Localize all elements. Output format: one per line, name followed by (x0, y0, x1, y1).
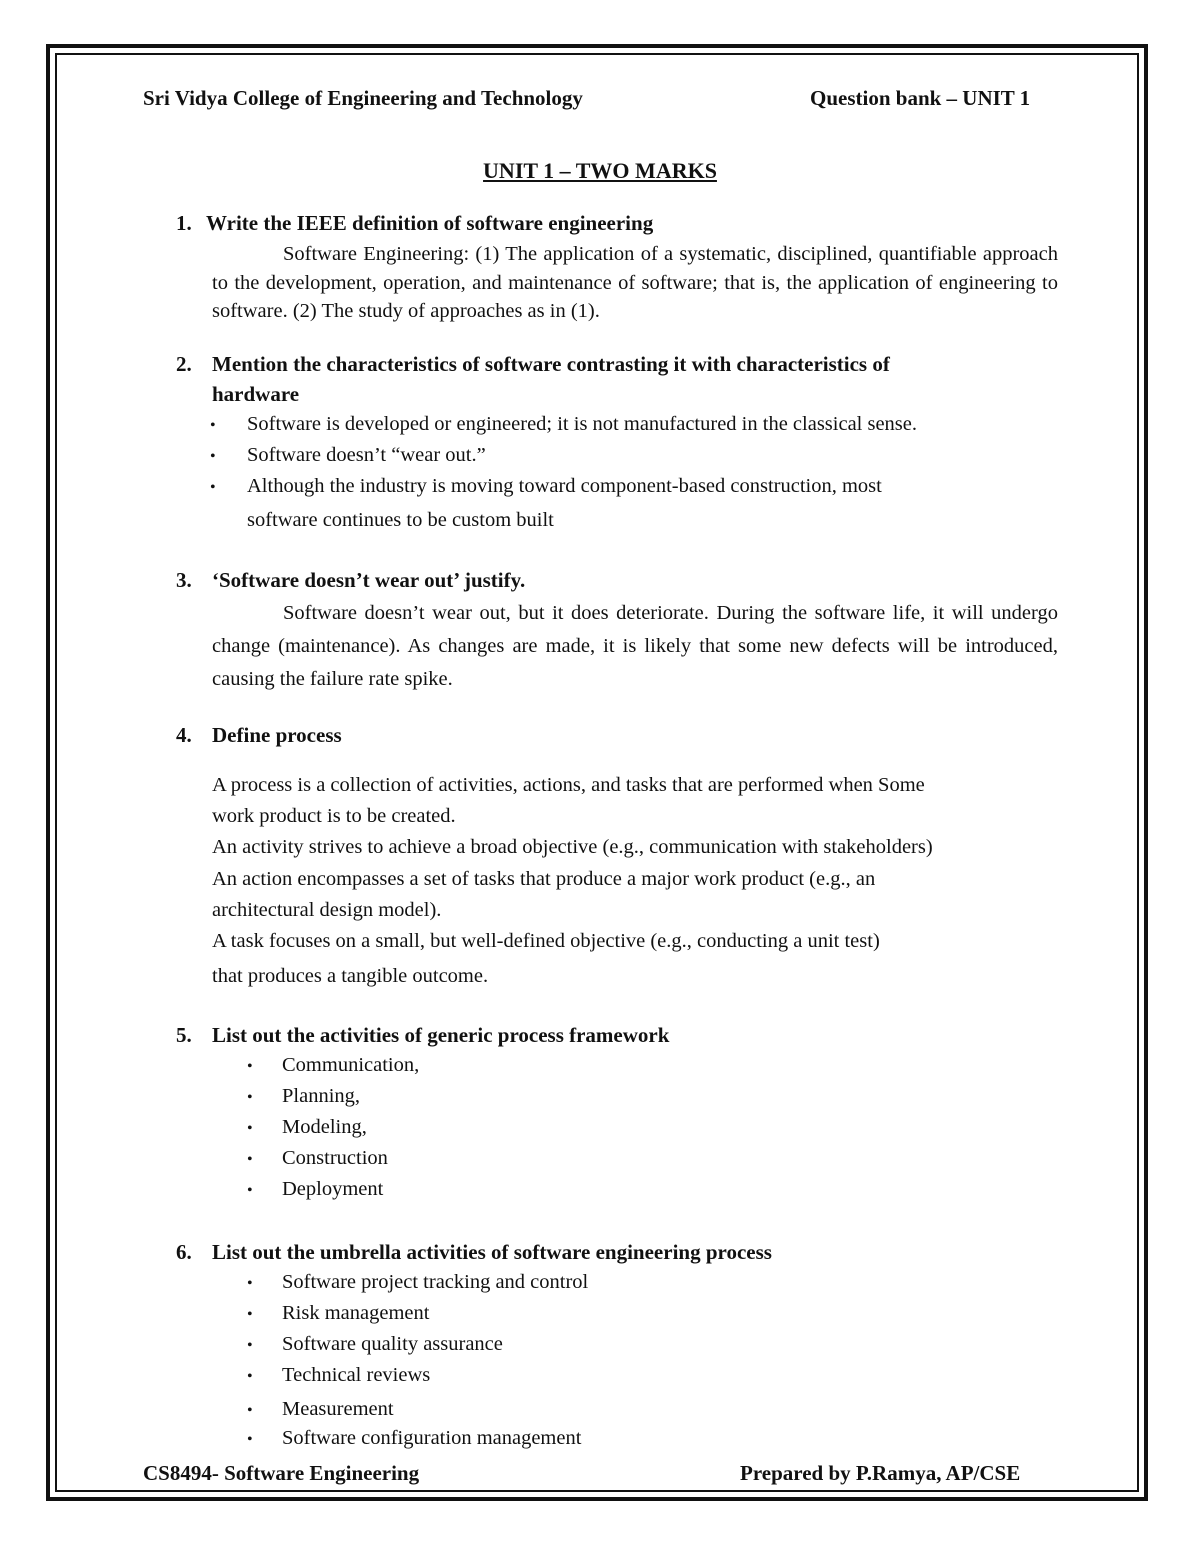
q3-answer: Software doesn’t wear out, but it does deteriorate. During the software life, it will undergo change (maintenance). As changes are made, it is likely that some new defects will be introduced, causing the failure rate spike. (212, 602, 1058, 690)
q4-line-3: An activity strives to achieve a broad objective (e.g., communication with stakeholders) (212, 836, 933, 858)
page-title: UNIT 1 – TWO MARKS (483, 158, 717, 183)
bullet-icon: • (247, 1368, 253, 1385)
q1-number: 1. (176, 211, 192, 235)
q1-question: Write the IEEE definition of software engineering (206, 211, 654, 235)
q4-line-6: A task focuses on a small, but well-defined objective (e.g., conducting a unit test) (212, 930, 880, 952)
q4-line-1: A process is a collection of activities, actions, and tasks that are performed when Some (212, 774, 925, 796)
q6-bullet-3: Software quality assurance (282, 1333, 503, 1355)
q4-line-7: that produces a tangible outcome. (212, 965, 489, 987)
q5-bullet-5: Deployment (282, 1178, 384, 1200)
q2-number: 2. (176, 352, 192, 376)
q6-number: 6. (176, 1240, 192, 1264)
bullet-icon: • (247, 1120, 253, 1137)
q5-bullet-2: Planning, (282, 1085, 361, 1107)
q3-number: 3. (176, 568, 192, 592)
q2-bullet-3: Although the industry is moving toward component-based construction, most (247, 475, 882, 497)
q5-bullet-4: Construction (282, 1147, 388, 1169)
q2-question-line1: Mention the characteristics of software contrasting it with characteristics of (212, 352, 890, 376)
header-college: Sri Vidya College of Engineering and Technology (143, 86, 583, 110)
q4-line-2: work product is to be created. (212, 805, 456, 827)
q6-bullet-5: Measurement (282, 1398, 394, 1420)
q6-bullet-2: Risk management (282, 1302, 430, 1324)
q4-number: 4. (176, 723, 192, 747)
bullet-icon: • (210, 448, 216, 465)
q5-number: 5. (176, 1023, 192, 1047)
q6-bullet-4: Technical reviews (282, 1364, 431, 1386)
q5-bullet-1: Communication, (282, 1054, 420, 1076)
bullet-icon: • (247, 1058, 253, 1075)
q6-bullet-1: Software project tracking and control (282, 1271, 589, 1293)
q2-question-line2: hardware (212, 382, 300, 406)
bullet-icon: • (247, 1337, 253, 1354)
q1-answer: Software Engineering: (1) The application of a systematic, disciplined, quantifiable approach to the development, operation, and maintenance of software; that is, the application of engineering to software. (2) The study of approaches as in (1). (212, 243, 1058, 322)
bullet-icon: • (247, 1306, 253, 1323)
bullet-icon: • (247, 1089, 253, 1106)
footer-course: CS8494- Software Engineering (143, 1461, 420, 1485)
q3-question: ‘Software doesn’t wear out’ justify. (212, 568, 526, 592)
q5-bullet-3: Modeling, (282, 1116, 367, 1138)
bullet-icon: • (247, 1182, 253, 1199)
q5-question: List out the activities of generic process framework (212, 1023, 670, 1047)
q6-bullet-6: Software configuration management (282, 1427, 582, 1449)
bullet-icon: • (247, 1151, 253, 1168)
q2-bullet-1: Software is developed or engineered; it is not manufactured in the classical sense. (247, 413, 918, 435)
q2-bullet-3-cont: software continues to be custom built (247, 509, 554, 531)
footer-author: Prepared by P.Ramya, AP/CSE (740, 1461, 1021, 1485)
q4-line-4: An action encompasses a set of tasks that produce a major work product (e.g., an (212, 868, 876, 890)
header-doc: Question bank – UNIT 1 (810, 86, 1031, 110)
bullet-icon: • (247, 1431, 253, 1448)
q4-line-5: architectural design model). (212, 899, 442, 921)
bullet-icon: • (247, 1275, 253, 1292)
bullet-icon: • (247, 1402, 253, 1419)
bullet-icon: • (210, 417, 216, 434)
q4-question: Define process (212, 723, 342, 747)
q2-bullet-2: Software doesn’t “wear out.” (247, 444, 486, 466)
bullet-icon: • (210, 479, 216, 496)
q6-question: List out the umbrella activities of software engineering process (212, 1240, 772, 1264)
